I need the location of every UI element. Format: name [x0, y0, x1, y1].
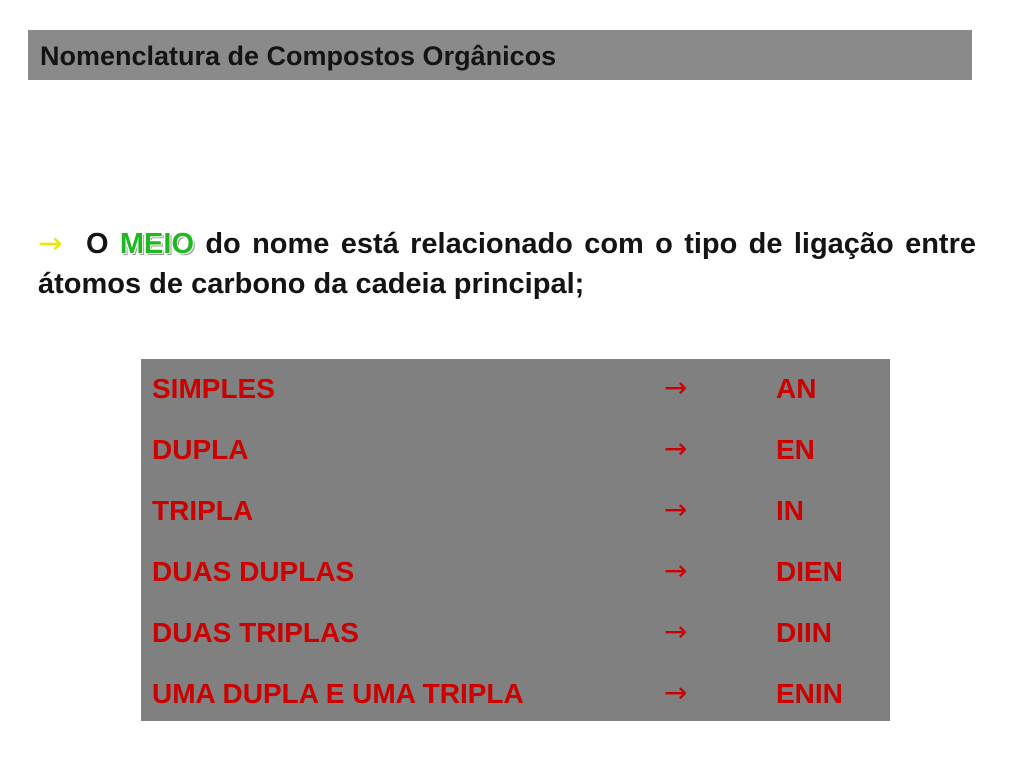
table-row	[141, 603, 890, 664]
right-arrow-icon: →	[664, 432, 688, 465]
suffix: IN	[776, 495, 804, 526]
right-arrow-icon: →	[664, 676, 688, 709]
table-row	[141, 359, 890, 420]
table-row	[141, 481, 890, 542]
suffix: DIIN	[776, 617, 832, 648]
right-arrow-icon: →	[664, 493, 688, 526]
bond-type: DUAS DUPLAS	[152, 556, 355, 587]
bond-type: TRIPLA	[152, 495, 254, 526]
bond-type: SIMPLES	[152, 373, 275, 404]
bond-type: DUPLA	[152, 434, 249, 465]
bond-type: DUAS TRIPLAS	[152, 617, 359, 648]
explanation-paragraph	[38, 223, 976, 304]
table-row	[141, 664, 890, 725]
right-arrow-icon: →	[664, 554, 688, 587]
highlight-word: MEIO	[119, 228, 195, 260]
table-row	[141, 420, 890, 481]
suffix: AN	[776, 373, 817, 404]
paragraph-before: O	[86, 228, 109, 260]
right-arrow-icon: →	[664, 371, 688, 404]
table-row	[141, 542, 890, 603]
bond-type: UMA DUPLA E UMA TRIPLA	[152, 678, 524, 709]
slide-title: Nomenclatura de Compostos Orgânicos	[40, 41, 557, 71]
paragraph-after: do nome está relacionado com o tipo de ligação entre átomos de carbono da cadeia principal;	[38, 228, 976, 300]
right-arrow-icon: →	[38, 226, 63, 260]
suffix: DIEN	[776, 556, 843, 587]
suffix: EN	[776, 434, 815, 465]
suffix-table	[141, 359, 890, 721]
title-bar	[28, 30, 972, 80]
suffix: ENIN	[776, 678, 843, 709]
right-arrow-icon: →	[664, 615, 688, 648]
